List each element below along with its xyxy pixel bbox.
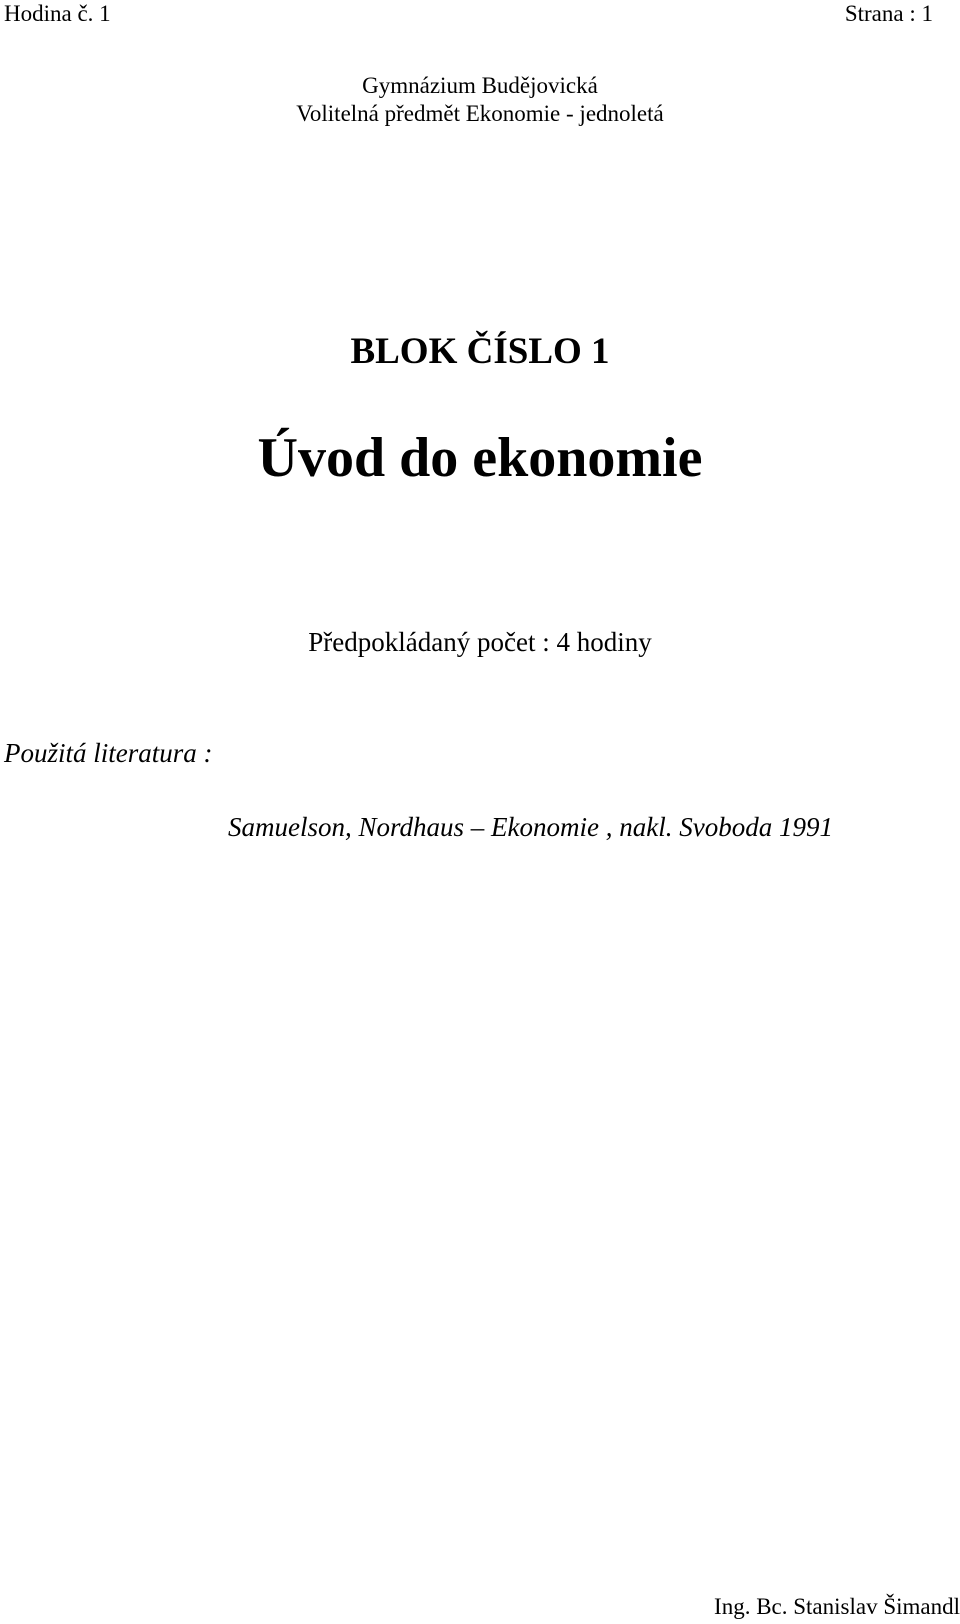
author-footer: Ing. Bc. Stanislav Šimandl <box>714 1594 960 1619</box>
lesson-number: Hodina č. 1 <box>4 1 111 26</box>
block-number: BLOK ČÍSLO 1 <box>350 331 610 372</box>
estimated-hours: Předpokládaný počet : 4 hodiny <box>308 627 652 657</box>
subject-name: Volitelná předmět Ekonomie - jednoletá <box>296 101 664 126</box>
literature-item: Samuelson, Nordhaus – Ekonomie , nakl. Svoboda 1991 <box>228 812 833 842</box>
page-title: Úvod do ekonomie <box>257 427 703 489</box>
page-number: Strana : 1 <box>844 1 933 26</box>
school-name: Gymnázium Budějovická <box>362 73 598 98</box>
literature-label: Použitá literatura : <box>4 738 213 768</box>
